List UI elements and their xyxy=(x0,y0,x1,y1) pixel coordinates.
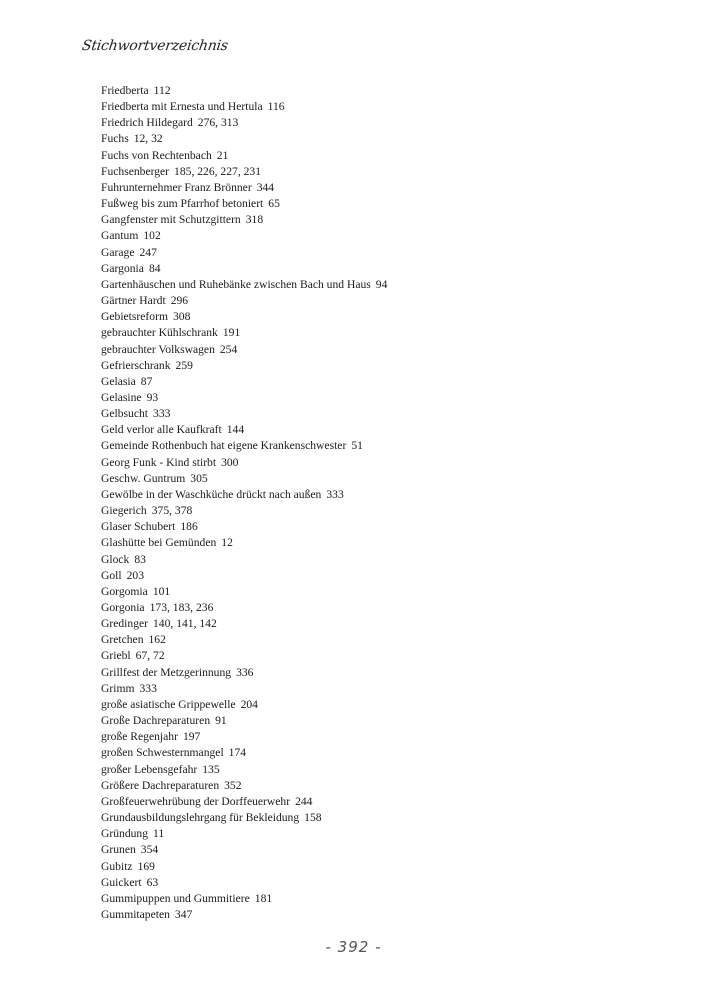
index-entry xyxy=(101,245,387,261)
index-entry xyxy=(101,455,387,471)
index-entry xyxy=(101,438,387,454)
index-entry xyxy=(101,422,387,438)
entry-term: großer Lebensgefahr xyxy=(101,762,198,776)
entry-pages: 93 xyxy=(146,390,159,404)
entry-pages: 140, 141, 142 xyxy=(153,617,217,631)
entry-pages: 91 xyxy=(215,714,227,728)
index-entry xyxy=(101,810,387,826)
index-entry xyxy=(101,859,387,875)
entry-term: Große Dachreparaturen xyxy=(101,714,211,728)
entry-pages: 276, 313 xyxy=(197,116,239,130)
index-entry xyxy=(101,325,387,341)
entry-pages: 308 xyxy=(172,310,191,324)
entry-pages: 102 xyxy=(143,229,161,243)
entry-term: Gangfenster mit Schutzgittern xyxy=(101,213,241,227)
entry-term: Gewölbe in der Waschküche drückt nach außen xyxy=(101,487,322,501)
entry-term: Gründung xyxy=(101,827,149,841)
entry-term: Gebietsreform xyxy=(101,310,168,324)
index-entry xyxy=(101,212,387,228)
entry-pages: 181 xyxy=(254,891,273,905)
entry-pages: 67, 72 xyxy=(135,649,165,663)
entry-pages: 11 xyxy=(153,827,165,841)
page-number: - 392 - xyxy=(325,938,382,956)
entry-term: Fuhrunternehmer Franz Brönner xyxy=(101,180,252,194)
entry-term: große asiatische Grippewelle xyxy=(101,697,236,711)
index-entry xyxy=(101,131,387,147)
entry-pages: 336 xyxy=(236,665,254,679)
entry-term: Gartenhäuschen und Ruhebänke zwischen Bach und Haus xyxy=(101,277,371,291)
index-entry xyxy=(101,648,387,664)
index-entry xyxy=(101,729,387,745)
index-entry xyxy=(101,875,387,891)
entry-pages: 94 xyxy=(375,277,388,291)
entry-term: großen Schwesternmangel xyxy=(101,746,224,760)
entry-pages: 174 xyxy=(228,746,247,760)
index-entry xyxy=(101,713,387,729)
entry-pages: 186 xyxy=(180,520,198,534)
entry-pages: 173, 183, 236 xyxy=(149,601,214,614)
entry-term: Grimm xyxy=(101,681,135,695)
entry-pages: 247 xyxy=(139,245,157,259)
entry-term: Gubitz xyxy=(101,859,133,873)
index-entry xyxy=(101,600,387,616)
index-entry xyxy=(101,293,387,309)
entry-term: Gemeinde Rothenbuch hat eigene Krankenschwester xyxy=(101,439,347,453)
entry-pages: 203 xyxy=(126,568,145,582)
entry-pages: 318 xyxy=(245,213,264,227)
entry-pages: 84 xyxy=(148,261,161,275)
index-entry xyxy=(101,697,387,713)
entry-term: Gredinger xyxy=(101,617,148,631)
entry-pages: 333 xyxy=(153,407,171,421)
index-entry xyxy=(101,374,387,390)
entry-term: Gärtner Hardt xyxy=(101,294,166,308)
entry-pages: 185, 226, 227, 231 xyxy=(174,164,261,178)
entry-term: Friedrich Hildegard xyxy=(101,116,193,130)
entry-term: Fuchs von Rechtenbach xyxy=(101,148,212,162)
entry-term: Gargonia xyxy=(101,261,144,275)
entry-term: Geschw. Guntrum xyxy=(101,471,186,485)
index-entry xyxy=(101,148,387,164)
entry-term: Grunen xyxy=(101,843,136,857)
entry-term: Giegerich xyxy=(101,504,147,518)
entry-term: Gelasia xyxy=(101,374,136,388)
entry-term: Größere Dachreparaturen xyxy=(101,778,220,792)
entry-term: Garage xyxy=(101,245,135,259)
entry-term: Gantum xyxy=(101,229,139,243)
entry-term: Griebl xyxy=(101,649,131,663)
index-entry xyxy=(101,196,387,212)
index-entry xyxy=(101,115,387,131)
index-entry xyxy=(101,342,387,358)
entry-pages: 191 xyxy=(222,326,241,340)
entry-term: Grillfest der Metzgerinnung xyxy=(101,665,232,679)
entry-pages: 347 xyxy=(174,907,193,921)
index-entry xyxy=(101,745,387,761)
index-entry xyxy=(101,681,387,697)
index-entry xyxy=(101,762,387,778)
entry-pages: 254 xyxy=(219,342,238,356)
index-entry xyxy=(101,616,387,632)
entry-pages: 300 xyxy=(221,455,239,469)
index-entry xyxy=(101,842,387,858)
entry-pages: 51 xyxy=(351,439,363,453)
page-title: Stichwortverzeichnis xyxy=(80,38,229,54)
entry-pages: 87 xyxy=(140,374,153,388)
entry-pages: 158 xyxy=(304,811,322,825)
entry-pages: 375, 378 xyxy=(151,504,193,518)
index-entry xyxy=(101,261,387,277)
entry-term: Fußweg bis zum Pfarrhof betoniert xyxy=(101,197,264,211)
entry-term: Georg Funk - Kind stirbt xyxy=(101,455,217,469)
index-entry xyxy=(101,632,387,648)
entry-term: große Regenjahr xyxy=(101,730,178,744)
entry-pages: 12, 32 xyxy=(133,132,163,146)
index-entry xyxy=(101,99,387,115)
index-entry xyxy=(101,519,387,535)
entry-pages: 116 xyxy=(267,100,285,114)
index-entry xyxy=(101,568,387,584)
index-entry xyxy=(101,778,387,794)
entry-pages: 135 xyxy=(202,762,220,776)
entry-term: Gretchen xyxy=(101,633,144,647)
index-entry xyxy=(101,180,387,196)
entry-pages: 352 xyxy=(224,778,242,792)
entry-term: Goll xyxy=(101,568,122,582)
entry-term: Gorgomia xyxy=(101,584,148,598)
entry-pages: 354 xyxy=(140,843,159,857)
entry-pages: 197 xyxy=(182,730,201,744)
index-entry xyxy=(101,390,387,406)
entry-term: Großfeuerwehrübung der Dorffeuerwehr xyxy=(101,794,291,808)
entry-pages: 162 xyxy=(148,633,166,647)
index-entry xyxy=(101,83,387,99)
entry-pages: 204 xyxy=(240,697,258,711)
entry-term: Gummitapeten xyxy=(101,907,170,921)
index-entry xyxy=(101,826,387,842)
entry-term: Gorgonia xyxy=(101,601,145,614)
entry-term: Grundausbildungslehrgang für Bekleidung xyxy=(101,811,300,825)
entry-pages: 63 xyxy=(146,875,159,889)
entry-term: Gelasine xyxy=(101,390,142,404)
entry-term: Fuchsenberger xyxy=(101,164,170,178)
index-entry xyxy=(101,164,387,180)
entry-pages: 259 xyxy=(175,358,193,372)
entry-pages: 344 xyxy=(256,180,275,194)
index-entry xyxy=(101,665,387,681)
entry-term: Gelbsucht xyxy=(101,407,149,421)
index-entry xyxy=(101,503,387,519)
index-list xyxy=(101,83,387,923)
entry-pages: 83 xyxy=(134,552,146,566)
index-entry xyxy=(101,552,387,568)
index-entry xyxy=(101,406,387,422)
entry-pages: 333 xyxy=(326,487,344,501)
entry-term: Friedberta mit Ernesta und Hertula xyxy=(101,100,263,114)
entry-term: Glock xyxy=(101,552,130,566)
entry-term: Gummipuppen und Gummitiere xyxy=(101,891,250,905)
entry-pages: 169 xyxy=(137,859,155,873)
index-entry xyxy=(101,228,387,244)
entry-pages: 144 xyxy=(226,423,245,437)
index-entry xyxy=(101,277,387,293)
entry-term: Geld verlor alle Kaufkraft xyxy=(101,423,222,437)
entry-pages: 333 xyxy=(139,681,157,695)
entry-term: Gefrierschrank xyxy=(101,358,171,372)
entry-term: Guickert xyxy=(101,875,142,889)
entry-term: Friedberta xyxy=(101,84,149,97)
index-entry xyxy=(101,487,387,503)
index-entry xyxy=(101,309,387,325)
entry-term: Glashütte bei Gemünden xyxy=(101,536,217,550)
entry-pages: 21 xyxy=(216,148,229,162)
entry-pages: 112 xyxy=(153,84,171,97)
index-entry xyxy=(101,907,387,923)
index-entry xyxy=(101,358,387,374)
index-entry xyxy=(101,535,387,551)
entry-pages: 12 xyxy=(221,536,233,550)
entry-pages: 244 xyxy=(295,794,313,808)
entry-pages: 296 xyxy=(170,294,189,308)
entry-term: Fuchs xyxy=(101,132,129,146)
index-entry xyxy=(101,584,387,600)
index-entry xyxy=(101,471,387,487)
entry-term: gebrauchter Volkswagen xyxy=(101,342,215,356)
entry-term: Glaser Schubert xyxy=(101,520,176,534)
entry-pages: 305 xyxy=(190,471,208,485)
entry-pages: 101 xyxy=(152,584,171,598)
index-entry xyxy=(101,794,387,810)
entry-pages: 65 xyxy=(268,197,280,211)
entry-term: gebrauchter Kühlschrank xyxy=(101,326,218,340)
index-entry xyxy=(101,891,387,907)
